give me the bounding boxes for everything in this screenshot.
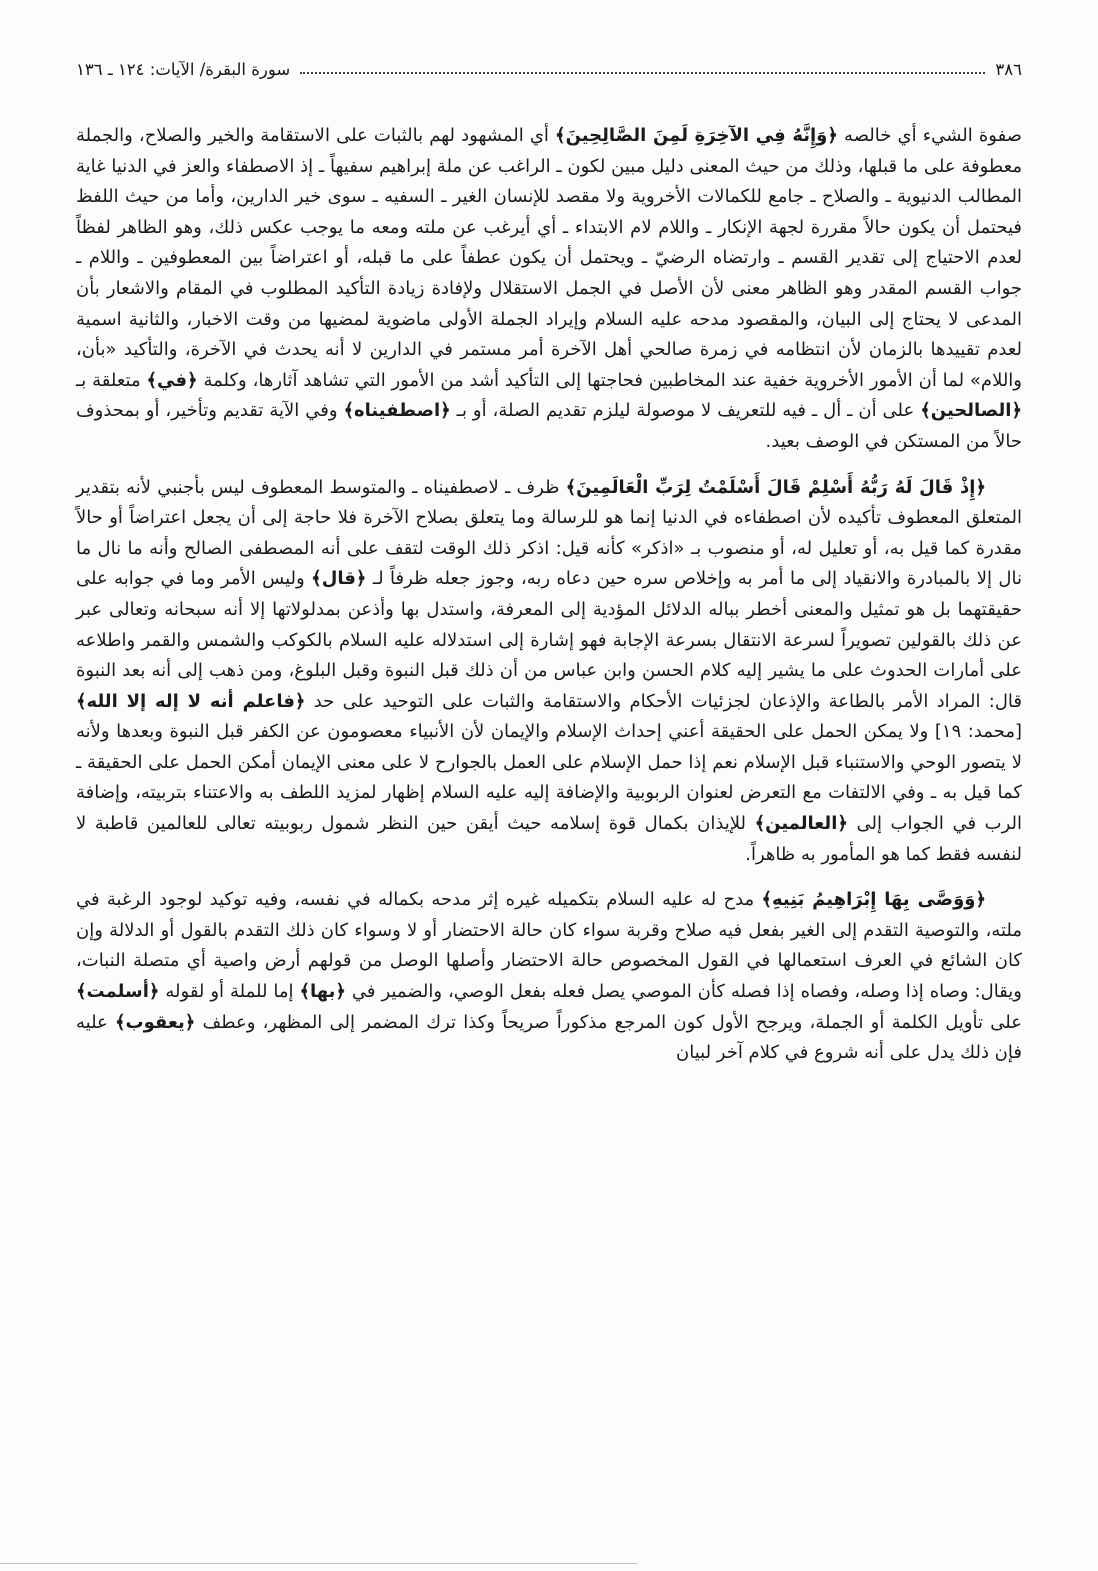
text-run: ظرف ـ لاصطفيناه ـ والمتوسط المعطوف ليس بأجنبي لأنه بتقدير المتعلق المعطوف تأكيده لأن اصطفاءه في الدنيا إنما هو للرسالة وما يتعلق بصلاح الآخرة فلا حاجة إلى أن يجعل اعتراضاً أو حالاً مقدرة كما قيل به، أو تعليل له، أو منصوب بـ «اذكر» كأنه قيل: اذكر ذلك الوقت لتقف على أنه المصطفى الصالح وأنه ما نال ما نال إلا بالمبادرة والانقياد إلى ما أمر به وإخلاص سره حين دعاه ربه، وجوز جعله ظرفاً لـ <box>76 476 1022 590</box>
header-title: سورة البقرة/ الآيات: ١٢٤ ـ ١٣٦ <box>76 60 291 79</box>
quran-quote: ﴿بها﴾ <box>299 981 346 1003</box>
quran-quote: ﴿قال﴾ <box>311 568 367 590</box>
text-run: صفوة الشيء أي خالصه <box>837 125 1022 146</box>
paragraph <box>76 121 1022 458</box>
paragraph <box>76 885 1022 1069</box>
text-run: عليه فإن ذلك يدل على أنه شروع في كلام آخر لبيان <box>76 1011 1022 1064</box>
text-run: [محمد: ١٩] ولا يمكن الحمل على الحقيقة أعني إحداث الإسلام والإيمان لأن الأنبياء معصومون عن الكفر قبل النبوة وبعدها ولأنه لا يتصور الوحي والاستنباء قبل الإسلام نعم إذا حمل الإسلام على العمل بالجوارح لا على معنى الإيمان أمكن الحمل على الحقيقة ـ كما قيل به ـ وفي الالتفات مع التعرض لعنوان الربوبية والإضافة إليه عليه السلام إظهار لمزيد اللطف به والاعتناء بتربيته، وإضافة الرب في الجواب إلى <box>76 721 1022 835</box>
text-run: متعلقة بـ <box>76 369 147 391</box>
scan-edge-artifact <box>0 1563 637 1565</box>
quran-quote: ﴿وَوَصَّى بِهَا إِبْرَاهِيمُ بَنِيهِ﴾ <box>761 889 986 911</box>
quran-quote: ﴿إِذْ قَالَ لَهُ رَبُّهُ أَسْلِمْ قَالَ أَسْلَمْتُ لِرَبِّ الْعَالَمِينَ﴾ <box>565 476 986 498</box>
text-run: أي المشهود لهم بالثبات على الاستقامة والخير والصلاح، والجملة معطوفة على ما قبلها، وذلك من حيث المعنى دليل مبين لكون ـ الراغب عن ملة إبراهيم سفيهاً ـ إذ الاصطفاء والعز في الدنيا غاية المطالب الدنيوية ـ والصلاح ـ جامع للكمالات الأخروية ولا مقصد للإنسان الغير ـ السفيه ـ سوى خير الدارين، وأما من حيث اللفظ فيحتمل أن يكون حالاً مقررة لجهة الإنكار ـ واللام لام الابتداء ـ أي أيرغب عن ملته ومعه ما يوجب عكس ذلك، وهو الظاهر لفظاً لعدم الاحتياج إلى تقدير القسم ـ وارتضاه الرضيّ ـ ويحتمل أن يكون عطفاً على ما قبله، أو اعتراضاً بين المعطوفين ـ واللام ـ جواب القسم المقدر وهو الظاهر معنى لأن الأصل في الجمل الاستقلال ولإفادة زيادة التأكيد المطلوب في المقام والاشعار بأن المدعى لا يحتاج إلى البيان، والمقصود مدحه عليه السلام وإيراد الجملة الأولى ماضوية لمضيها من وقت الاخبار، والثانية اسمية لعدم تقييدها بالزمان لأن انتظامه في زمرة صالحي أهل الآخرة أمر مستمر في الدارين لا أنه يحدث في الآخرة، والتأكيد «بأن، واللام» لما أن الأمور الأخروية خفية عند المخاطبين فحاجتها إلى التأكيد أشد من الأمور التي تشاهد آثارها، وكلمة <box>76 125 1022 391</box>
quran-quote: ﴿العالمين﴾ <box>754 813 848 835</box>
paragraph <box>76 473 1022 871</box>
quran-quote: ﴿في﴾ <box>146 369 198 391</box>
dotted-leader <box>300 72 985 74</box>
quran-quote: ﴿وَإِنَّهُ فِي الآخِرَةِ لَمِنَ الصَّالِحِينَ﴾ <box>555 125 838 146</box>
page-number: ٣٨٦ <box>995 60 1022 79</box>
quran-quote: ﴿اصطفيناه﴾ <box>343 400 451 422</box>
quran-quote: ﴿الصالحين﴾ <box>920 400 1022 422</box>
text-run: على تأويل الكلمة أو الجملة، ويرجح الأول كون المرجع مذكوراً صريحاً وكذا ترك المضمر إلى المظهر، وعطف <box>195 1011 1022 1033</box>
body-text <box>76 121 1022 1069</box>
text-run: وليس الأمر وما في جوابه على حقيقتهما بل هو تمثيل والمعنى أخطر بباله الدلائل المؤدية إلى المعرفة، واستدل بها وأذعن بمدلولاتها إلا أنه سبحانه وتعالى عبر عن ذلك بالقولين تصويراً لسرعة الانتقال بسرعة الإجابة فهو إشارة إلى استدلاله عليه السلام بالكوكب والشمس والقمر واطلاعه على أمارات الحدوث على ما يشير إليه كلام الحسن وابن عباس من أن ذلك قبل النبوة وقبل البلوغ، ومن ذهب إلى أنه بعد النبوة قال: المراد الأمر بالطاعة والإذعان لجزئيات الأحكام والاستقامة والثبات على التوحيد على حد <box>76 568 1022 712</box>
text-run: للإيذان بكمال قوة إسلامه حيث أيقن حين النظر شمول ربوبيته تعالى للعالمين قاطبة لا لنفسه فقط كما هو المأمور به ظاهراً. <box>76 813 1022 865</box>
text-run: مدح له عليه السلام بتكميله غيره إثر مدحه بكماله في نفسه، وفيه توكيد لوجود الرغبة في ملته، والتوصية التقدم إلى الغير بفعل فيه صلاح وقربة سواء كان حالة الاحتضار أو لا وسواء كان ذلك التقدم بالقول أو الدلالة وإن كان الشائع في العرف استعمالها في القول المخصوص حالة الاحتضار وأصلها الوصل من قولهم أرض واصية أي متصلة النبات، ويقال: وصاه إذا وصله، وفصاه إذا فصله كأن الموصي يصل فعله بفعل الوصي، والضمير في <box>76 889 1022 1003</box>
text-run: إما للملة أو لقوله <box>159 981 300 1003</box>
quran-quote: ﴿فاعلم أنه لا إله إلا الله﴾ <box>76 690 306 712</box>
quran-quote: ﴿يعقوب﴾ <box>115 1011 196 1033</box>
quran-quote: ﴿أسلمت﴾ <box>76 981 160 1003</box>
text-run: على أن ـ أل ـ فيه للتعريف لا موصولة ليلزم تقديم الصلة، أو بـ <box>450 400 921 422</box>
text-run: وفي الآية تقديم وتأخير، أو بمحذوف حالاً من المستكن في الوصف بعيد. <box>76 400 1022 452</box>
page-header <box>76 60 1022 79</box>
